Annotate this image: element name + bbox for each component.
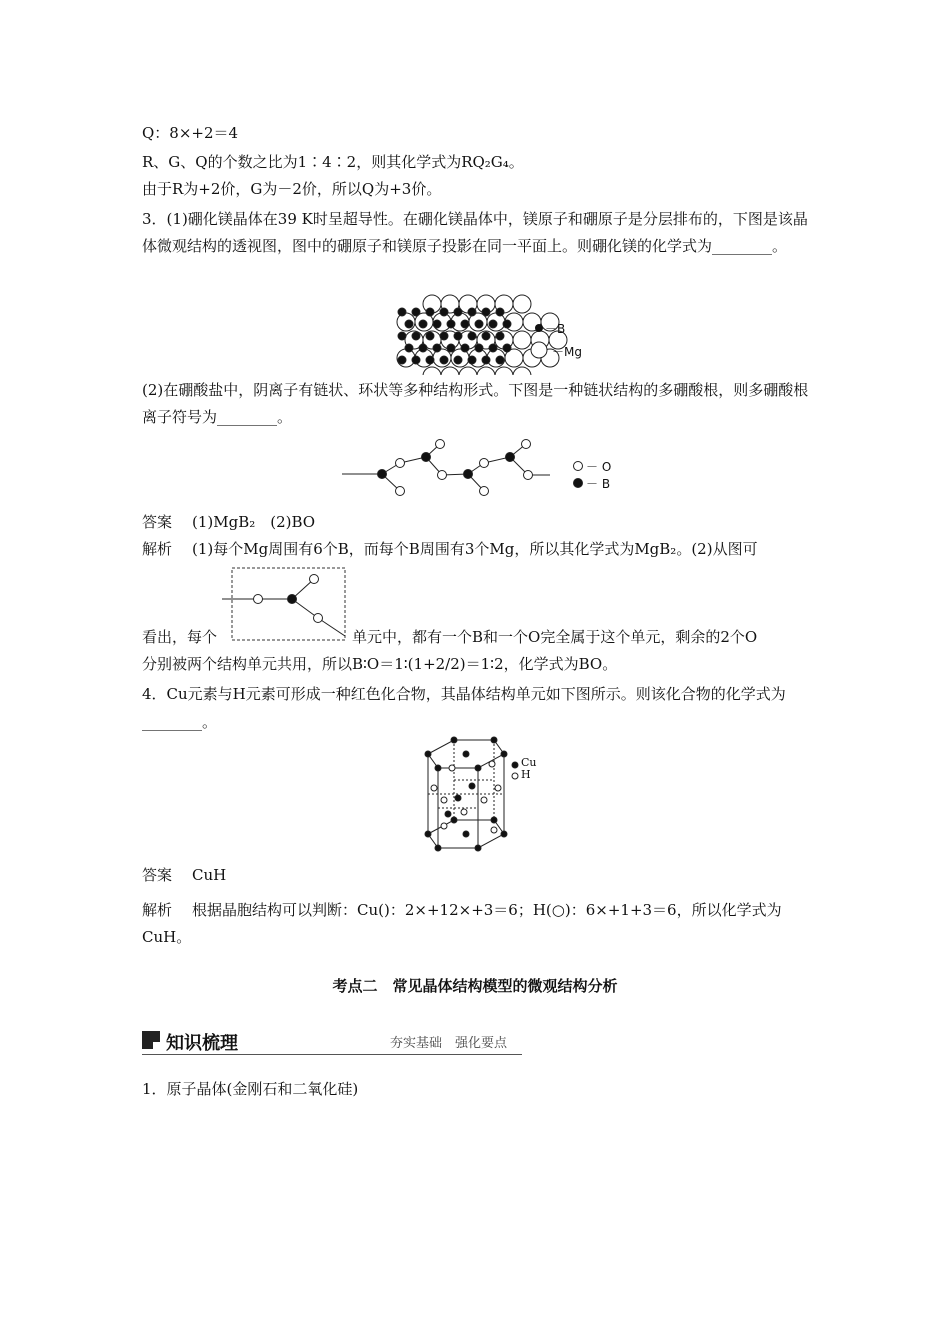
legend-cu: Cu bbox=[521, 756, 537, 769]
b-atom bbox=[412, 308, 420, 316]
legend-h: H bbox=[521, 768, 531, 781]
explanation-1-line-2b: 单元中，都有一个B和一个O完全属于这个单元，剩余的2个O bbox=[352, 628, 758, 646]
b-atom-legend-icon bbox=[535, 324, 543, 332]
section-title: 知识梳理 bbox=[166, 1033, 238, 1054]
explanation-2 bbox=[142, 897, 810, 951]
mg-atom bbox=[441, 367, 459, 375]
mg-atom bbox=[459, 367, 477, 375]
explanation-label: 解析 bbox=[142, 540, 173, 558]
answer-text: (1)MgB₂ (2)BO bbox=[192, 513, 316, 531]
mg-atom-legend-icon bbox=[531, 342, 547, 358]
section-divider bbox=[142, 1054, 522, 1055]
b-atom bbox=[461, 320, 469, 328]
section-subtitle: 夯实基础 强化要点 bbox=[390, 1036, 508, 1051]
b-atom bbox=[503, 320, 511, 328]
text-line: 由于R为+2价，G为－2价，所以Q为+3价。 bbox=[142, 180, 442, 198]
b-atom bbox=[440, 308, 448, 316]
b-atom bbox=[468, 332, 476, 340]
section-square-icon bbox=[142, 1031, 160, 1049]
b-atom bbox=[426, 356, 434, 364]
question-3-part-1: 3．(1)硼化镁晶体在39 K时呈超导性。在硼化镁晶体中，镁原子和硼原子是分层排布的，下图是该晶体微观结构的透视图，图中的硼原子和镁原子投影在同一平面上。则硼化镁的化学式为________。 bbox=[142, 210, 808, 255]
item-1: 1．原子晶体(金刚石和二氧化硅) bbox=[142, 1080, 359, 1098]
b-atom bbox=[489, 320, 497, 328]
b-atom bbox=[398, 308, 406, 316]
b-atom bbox=[482, 356, 490, 364]
b-atom bbox=[433, 320, 441, 328]
b-atom bbox=[447, 344, 455, 352]
b-atom bbox=[461, 344, 469, 352]
question-4: 4．Cu元素与H元素可形成一种红色化合物，其晶体结构单元如下图所示。则该化合物的化学式为________。 bbox=[142, 685, 786, 731]
b-atom bbox=[468, 356, 476, 364]
text-line: R、G、Q的个数之比为1∶4∶2，则其化学式为RQ₂G₄。 bbox=[142, 153, 524, 171]
mg-atom bbox=[423, 367, 441, 375]
b-atom bbox=[468, 308, 476, 316]
o-atom-legend-icon bbox=[574, 462, 583, 471]
b-atom bbox=[489, 344, 497, 352]
mg-atom bbox=[513, 331, 531, 349]
b-atom bbox=[419, 344, 427, 352]
b-atom bbox=[440, 356, 448, 364]
b-atom bbox=[398, 356, 406, 364]
answer-label: 答案 bbox=[142, 513, 173, 531]
explanation-1-line-2a: 看出，每个 bbox=[142, 628, 218, 646]
cuh-crystal-figure bbox=[408, 736, 528, 860]
b-atom bbox=[412, 332, 420, 340]
text-line: Q：8×+2＝4 bbox=[142, 124, 239, 142]
cu-atom-legend-icon bbox=[512, 762, 518, 768]
b-atom bbox=[440, 332, 448, 340]
mg-atom bbox=[513, 295, 531, 313]
answer-label: 答案 bbox=[142, 866, 173, 884]
answer-1 bbox=[142, 512, 315, 532]
answer-text: CuH bbox=[192, 866, 227, 884]
explanation-1-line-3: 分别被两个结构单元共用，所以B∶O＝1∶(1+2/2)＝1∶2，化学式为BO。 bbox=[142, 655, 618, 673]
b-atom bbox=[398, 332, 406, 340]
explanation-text: (1)每个Mg周围有6个B，而每个B周围有3个Mg，所以其化学式为MgB₂。(2)从图可 bbox=[192, 540, 758, 558]
b-atom-legend-icon bbox=[574, 479, 583, 488]
borate-unit-figure bbox=[222, 566, 350, 642]
h-atom-legend-icon bbox=[512, 773, 518, 779]
mg-atom bbox=[513, 367, 531, 375]
b-atom bbox=[447, 320, 455, 328]
knowledge-section-bar bbox=[142, 1027, 522, 1057]
b-atom bbox=[419, 320, 427, 328]
b-atom bbox=[496, 356, 504, 364]
b-atom bbox=[405, 344, 413, 352]
b-atom bbox=[454, 308, 462, 316]
legend-o: － O bbox=[586, 460, 612, 474]
b-atom bbox=[482, 332, 490, 340]
mg-atom bbox=[477, 367, 495, 375]
b-atom bbox=[496, 332, 504, 340]
legend-b: － B bbox=[586, 477, 611, 491]
b-atom bbox=[454, 356, 462, 364]
question-3-part-2: (2)在硼酸盐中，阴离子有链状、环状等多种结构形式。下图是一种链状结构的多硼酸根，则多硼酸根离子符号为________。 bbox=[142, 381, 809, 426]
b-atom bbox=[482, 308, 490, 316]
b-atom bbox=[433, 344, 441, 352]
explanation-label: 解析 bbox=[142, 901, 173, 919]
legend-mg: －Mg bbox=[552, 345, 582, 359]
mg-atom bbox=[495, 367, 513, 375]
b-atom bbox=[426, 332, 434, 340]
b-atom bbox=[475, 344, 483, 352]
b-atom bbox=[454, 332, 462, 340]
b-atom bbox=[426, 308, 434, 316]
section-heading: 考点二 常见晶体结构模型的微观结构分析 bbox=[332, 977, 618, 995]
b-atom bbox=[496, 308, 504, 316]
borate-chain-figure bbox=[342, 437, 562, 502]
explanation-1 bbox=[142, 539, 758, 559]
b-atom bbox=[475, 320, 483, 328]
b-atom bbox=[503, 344, 511, 352]
b-atom bbox=[412, 356, 420, 364]
answer-2 bbox=[142, 865, 226, 885]
b-atom bbox=[405, 320, 413, 328]
explanation-text: 根据晶胞结构可以判断：Cu()：2×+12×+3＝6；H(○)：6×+1+3＝6，所以化学式为CuH。 bbox=[142, 901, 782, 946]
cuh-legend-icons bbox=[510, 760, 520, 784]
chain-legend-icons bbox=[572, 460, 586, 490]
legend-b: －B bbox=[545, 322, 566, 336]
